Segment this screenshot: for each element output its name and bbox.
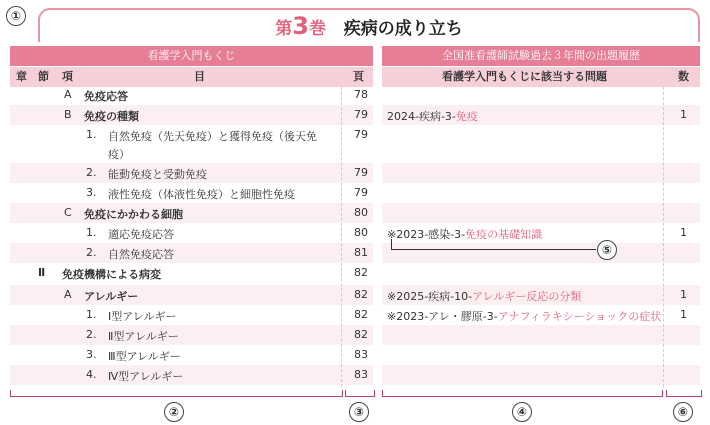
header-item: 項 (62, 70, 73, 83)
page-number: 79 (354, 108, 368, 121)
callout-marker-3: ③ (349, 402, 369, 422)
exam-topic: アレルギー反応の分類 (472, 290, 582, 303)
item-number: 2. (86, 166, 97, 179)
exam-question-ref (387, 308, 661, 324)
bracket-count (666, 390, 702, 397)
stripe (382, 325, 700, 345)
item-number: 3. (86, 348, 97, 361)
page-number: 81 (354, 246, 368, 259)
stripe (382, 243, 700, 263)
exam-ref-code: 2024-疾病-3- (387, 110, 456, 123)
item-number: 3. (86, 186, 97, 199)
callout-marker-1: ① (6, 6, 26, 26)
page-number: 82 (354, 328, 368, 341)
exam-topic: 免疫の基礎知識 (465, 228, 543, 241)
exam-ref-code: ※2025-疾病-10- (387, 290, 473, 303)
callout-marker-6: ⑥ (673, 402, 693, 422)
question-count: 1 (680, 308, 687, 321)
exam-topic: アナフィラキシーショックの症状 (497, 310, 662, 323)
item-number: 1. (86, 128, 97, 141)
page-number: 82 (354, 266, 368, 279)
item-number: 4. (86, 368, 97, 381)
item-number: 1. (86, 308, 97, 321)
item-number: A (64, 288, 72, 301)
toc-title: 能動免疫と受動免疫 (108, 168, 207, 181)
question-count: 1 (680, 226, 687, 239)
page-number: 79 (354, 128, 368, 141)
callout-marker-4: ④ (512, 402, 532, 422)
volume-suffix: 巻 (308, 19, 326, 39)
volume-topic: 疾病の成り立ち (343, 19, 463, 39)
question-count: 1 (680, 108, 687, 121)
connector-line (391, 239, 394, 249)
toc-title: 液性免疫（体液性免疫）と細胞性免疫 (108, 188, 295, 201)
header-chapter: 章 (16, 70, 27, 83)
stripe (382, 203, 700, 223)
item-number: A (64, 88, 72, 101)
toc-title: 適応免疫応答 (108, 228, 174, 241)
toc-title: 自然免疫応答 (108, 248, 174, 261)
stripe (382, 163, 700, 183)
item-number: 1. (86, 226, 97, 239)
toc-title: Ⅲ型アレルギー (108, 350, 181, 363)
header-related: 看護学入門もくじに該当する問題 (442, 70, 607, 83)
bracket-title (10, 390, 343, 397)
exam-ref-code: ※2023-アレ・膠原-3- (387, 310, 498, 323)
toc-band: 看護学入門もくじ (10, 46, 373, 66)
exam-ref-code: ※2023-感染-3- (387, 228, 466, 241)
toc-title: 自然免疫（先天免疫）と獲得免疫（後天免疫） (108, 130, 317, 161)
page-number: 79 (354, 166, 368, 179)
header-section: 節 (38, 70, 49, 83)
stripe (382, 365, 700, 385)
page-number: 78 (354, 88, 368, 101)
toc-title: アレルギー (84, 290, 139, 303)
connector-line (391, 249, 596, 250)
header-count: 数 (678, 70, 689, 83)
item-number: 2. (86, 246, 97, 259)
exam-topic: 免疫 (455, 110, 478, 123)
exam-question-ref (387, 226, 542, 242)
header-title: 目 (194, 70, 205, 83)
toc-title: 免疫の種類 (84, 110, 139, 123)
toc-header (10, 67, 373, 87)
header-page: 頁 (353, 70, 364, 83)
page-number: 80 (354, 226, 368, 239)
page-number: 82 (354, 288, 368, 301)
toc-title: 免疫にかかわる細胞 (84, 208, 183, 221)
exam-question-ref (387, 288, 581, 304)
question-count: 1 (680, 288, 687, 301)
item-number: 2. (86, 328, 97, 341)
page-number: 79 (354, 186, 368, 199)
page-number: 83 (354, 368, 368, 381)
toc-title: Ⅰ型アレルギー (108, 310, 177, 323)
page-number: 82 (354, 308, 368, 321)
bracket-related (382, 390, 663, 397)
callout-marker-5: ⑤ (597, 240, 617, 260)
bracket-page (345, 390, 375, 397)
count-column-divider (663, 87, 664, 387)
page-number: 80 (354, 206, 368, 219)
callout-marker-2: ② (164, 402, 184, 422)
toc-title: 免疫応答 (84, 90, 128, 103)
toc-title: Ⅳ型アレルギー (108, 370, 184, 383)
section-number: Ⅱ (38, 266, 46, 279)
item-number: C (64, 206, 72, 219)
toc-title: 免疫機構による病変 (62, 268, 161, 281)
item-number: B (64, 108, 72, 121)
exam-header (382, 67, 700, 87)
volume-number: 3 (292, 12, 309, 40)
exam-question-ref (387, 108, 478, 124)
exam-history-band: 全国准看護師試験過去３年間の出題履歴 (382, 46, 700, 66)
volume-title (38, 12, 700, 40)
toc-title: Ⅱ型アレルギー (108, 330, 179, 343)
volume-prefix: 第 (275, 19, 293, 39)
page-number: 83 (354, 348, 368, 361)
